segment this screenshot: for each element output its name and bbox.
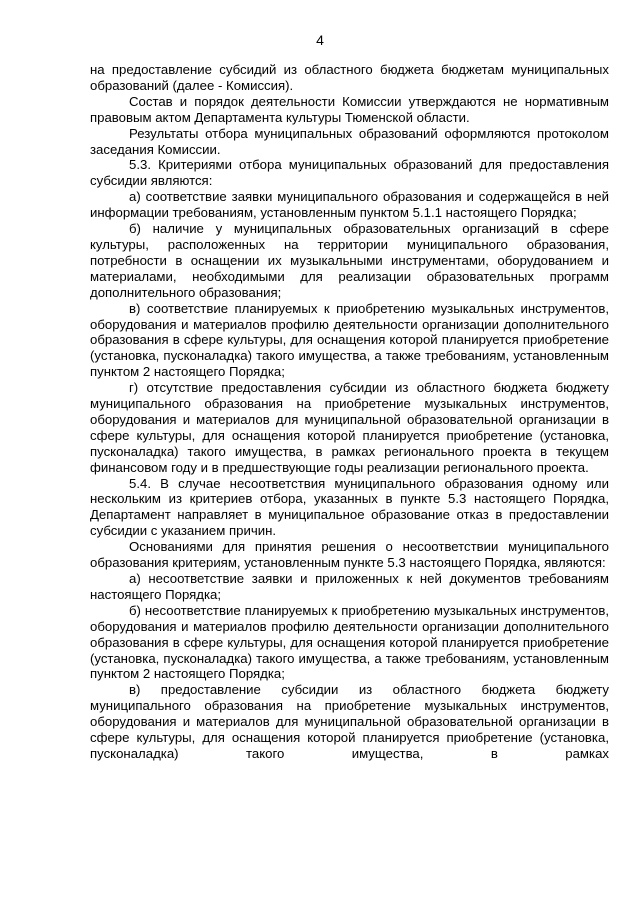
paragraph-commission-composition: Состав и порядок деятельности Комиссии утверждаются не нормативным правовым актом Департамента культуры Тюменской области. (90, 93, 609, 125)
document-body (90, 62, 609, 762)
paragraph-grounds-intro: Основаниями для принятия решения о несоответствии муниципального образования критериям, установленным пункте 5.3 настоящего Порядка, являются: (90, 539, 609, 571)
paragraph-commission-intro: на предоставление субсидий из областного бюджета бюджетам муниципальных образований (далее - Комиссия). (90, 62, 609, 93)
paragraph-5-4-refusal: 5.4. В случае несоответствия муниципального образования одному или нескольким из критериев отбора, указанных в пункте 5.3 настоящего Порядка, Департамент направляет в муниципальное образование отказ в предоставлении субсидии с указанием причин. (90, 475, 609, 539)
paragraph-criterion-g: г) отсутствие предоставления субсидии из областного бюджета бюджету муниципального образования на приобретение музыкальных инструментов, оборудования и материалов для муниципальной образовательной организации в сфере культуры, для оснащения которой планируется приобретение (установка, пусконаладка) такого имущества, в рамках регионального проекта в текущем финансовом году и в предшествующие годы реализации регионального проекта. (90, 380, 609, 475)
paragraph-criterion-v: в) соответствие планируемых к приобретению музыкальных инструментов, оборудования и материалов профилю деятельности организации дополнительного образования в сфере культуры, для оснащения которой планируется приобретение (установка, пусконаладка) такого имущества, а также требованиям, установленным пунктом 2 настоящего Порядка; (90, 300, 609, 380)
paragraph-selection-results: Результаты отбора муниципальных образований оформляются протоколом заседания Комиссии. (90, 125, 609, 157)
paragraph-criterion-b: б) наличие у муниципальных образовательных организаций в сфере культуры, расположенных на территории муниципального образования, потребности в оснащении их музыкальными инструментами, оборудованием и материалами, необходимыми для реализации образовательных программ дополнительного образования; (90, 221, 609, 300)
paragraph-5-3-criteria: 5.3. Критериями отбора муниципальных образований для предоставления субсидии являются: (90, 157, 609, 189)
paragraph-criterion-a: а) соответствие заявки муниципального образования и содержащейся в ней информации требованиям, установленным пунктом 5.1.1 настоящего Порядка; (90, 189, 609, 221)
paragraph-ground-a: а) несоответствие заявки и приложенных к ней документов требованиям настоящего Порядка; (90, 571, 609, 602)
paragraph-ground-b: б) несоответствие планируемых к приобретению музыкальных инструментов, оборудования и материалов профилю деятельности организации дополнительного образования в сфере культуры, для оснащения которой планируется приобретение (установка, пусконаладка) такого имущества, а также требованиям, установленным пунктом 2 настоящего Порядка; (90, 602, 609, 682)
paragraph-ground-v: в) предоставление субсидии из областного бюджета бюджету муниципального образования на приобретение музыкальных инструментов, оборудования и материалов для муниципальной образовательной организации в сфере культуры, для оснащения которой планируется приобретение (установка, пусконаладка) такого имущества, в рамках (90, 682, 609, 761)
page-number: 4 (316, 32, 324, 48)
